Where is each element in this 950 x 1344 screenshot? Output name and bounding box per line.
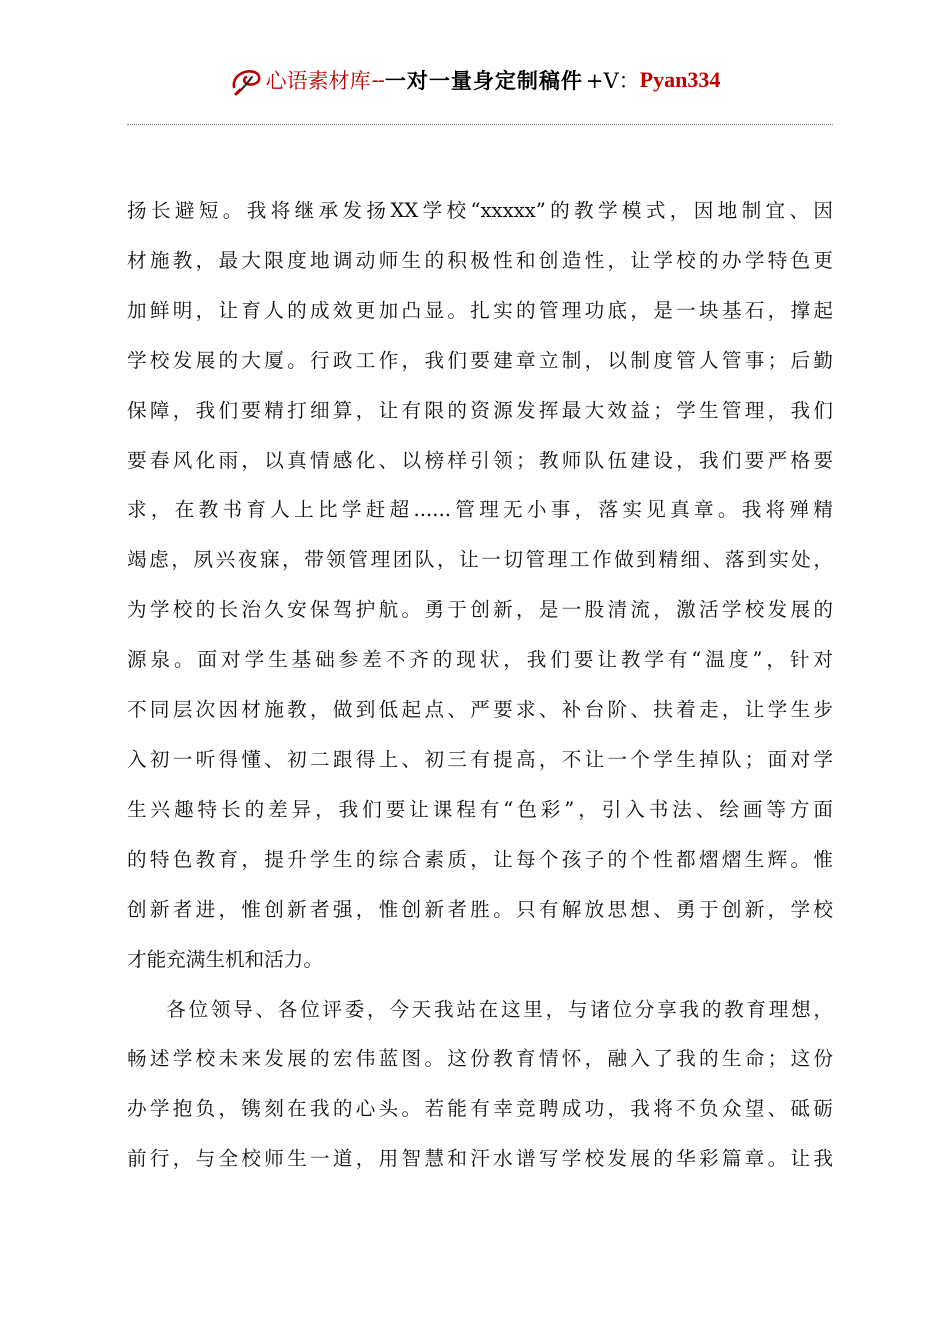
text-line: 竭虑，夙兴夜寐，带领管理团队，让一切管理工作做到精细、落到实处，: [127, 548, 833, 572]
text-line: 为学校的长治久安保驾护航。勇于创新，是一股清流，激活学校发展的: [127, 598, 833, 622]
text-line: 保障，我们要精打细算，让有限的资源发挥最大效益；学生管理，我们: [127, 398, 833, 422]
text-line: 畅述学校未来发展的宏伟蓝图。这份教育情怀，融入了我的生命；这份: [127, 1047, 833, 1071]
text-line: 的特色教育，提升学生的综合素质，让每个孩子的个性都熠熠生辉。惟: [127, 847, 833, 871]
text-line: 办学抱负，镌刻在我的心头。若能有幸竞聘成功，我将不负众望、砥砺: [127, 1097, 833, 1121]
text-line: 生兴趣特长的差异，我们要让课程有“色彩”，引入书法、绘画等方面: [127, 797, 833, 821]
paragraph-2: [127, 985, 833, 1185]
text-line: 学校发展的大厦。行政工作，我们要建章立制，以制度管人管事；后勤: [127, 348, 833, 372]
text-line: 创新者进，惟创新者强，惟创新者胜。只有解放思想、勇于创新，学校: [127, 897, 833, 921]
header-separator: --: [371, 68, 384, 92]
document-body: [127, 186, 833, 1184]
header-tagline: 一对一量身定制稿件: [384, 69, 583, 93]
text-line: 材施教，最大限度地调动师生的积极性和创造性，让学校的办学特色更: [127, 248, 833, 272]
page-header: [0, 60, 950, 100]
text-line: 前行，与全校师生一道，用智慧和汗水谱写学校发展的华彩篇章。让我: [127, 1147, 833, 1171]
text-line: 扬长避短。我将继承发扬XX学校“xxxxx”的教学模式，因地制宜、因: [127, 199, 833, 222]
text-line: 各位领导、各位评委，今天我站在这里，与诸位分享我的教育理想，: [166, 997, 833, 1021]
brand-name: 心语素材库: [265, 69, 371, 93]
text-line: 不同层次因材施教，做到低起点、严要求、补台阶、扶着走，让学生步: [127, 698, 833, 722]
contact-label: +V：: [585, 69, 640, 93]
text-line: 求，在教书育人上比学赶超......管理无小事，落实见真章。我将殚精: [127, 498, 833, 522]
text-line: 源泉。面对学生基础参差不齐的现状，我们要让教学有“温度”，针对: [127, 648, 833, 672]
text-line: 入初一听得懂、初二跟得上、初三有提高，不让一个学生掉队；面对学: [127, 747, 833, 771]
brush-swirl-icon: [230, 65, 264, 99]
text-line: 才能充满生机和活力。: [127, 947, 323, 971]
contact-id: Pyan334: [639, 67, 721, 92]
text-line: 加鲜明，让育人的成效更加凸显。扎实的管理功底，是一块基石，撑起: [127, 298, 833, 322]
header-divider: [127, 124, 833, 125]
text-line: 要春风化雨，以真情感化、以榜样引领；教师队伍建设，我们要严格要: [127, 448, 833, 472]
paragraph-1: [127, 186, 833, 985]
